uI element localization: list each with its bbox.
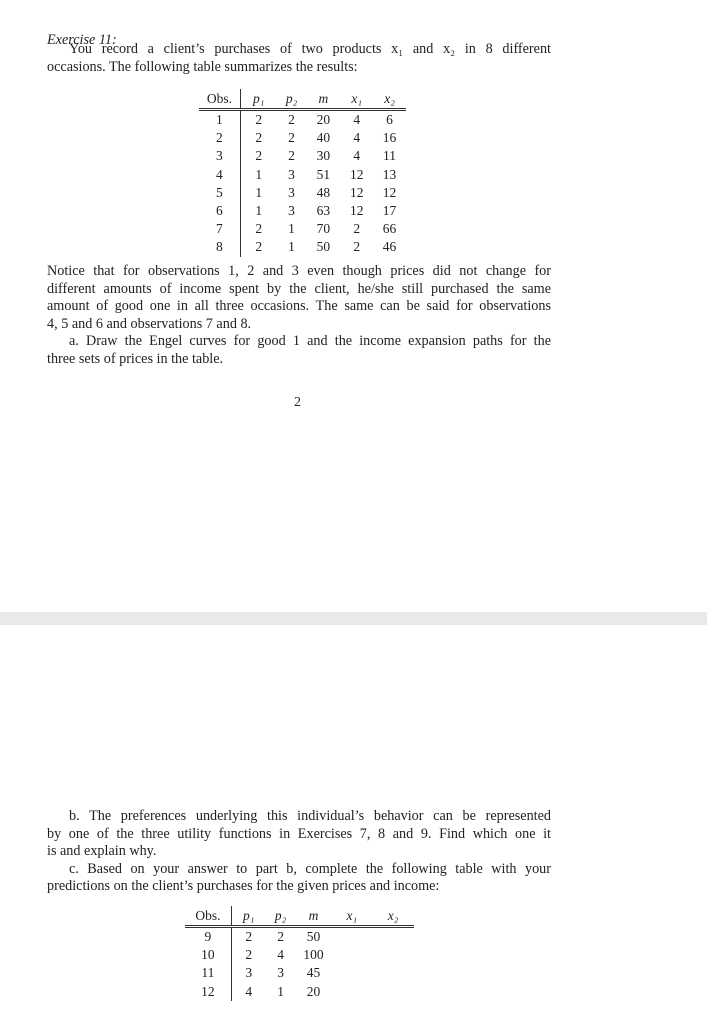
table-cell: 12: [185, 983, 231, 1001]
table-cell: 13: [382, 166, 397, 182]
table-row: [199, 202, 406, 220]
table-cell: 16: [382, 130, 397, 146]
table-cell: 51: [316, 166, 331, 182]
table-cell: 1: [255, 203, 263, 219]
table-cell: [372, 927, 414, 947]
column-header: m: [308, 907, 319, 923]
table-cell: 1: [255, 184, 263, 200]
table-cell: 50: [306, 929, 321, 945]
table-cell: 1: [288, 221, 295, 237]
table-row: [199, 166, 406, 184]
notice-line: different amounts of income spent by the client, he/she still purchased the same: [47, 281, 551, 297]
column-header: Obs.: [199, 89, 240, 110]
table-cell: 45: [306, 965, 321, 981]
table-cell: 2: [245, 929, 253, 945]
table-row: [199, 129, 406, 147]
exercise-title: Exercise 11:: [47, 32, 117, 48]
table-cell: 100: [303, 947, 324, 963]
table-cell: 2: [245, 947, 253, 963]
column-header: x₂: [384, 90, 395, 106]
table-cell: 2: [277, 929, 284, 945]
table-cell: 3: [199, 147, 240, 165]
page-separator: [0, 612, 707, 625]
table-cell: 10: [185, 946, 231, 964]
table-cell: 70: [316, 221, 331, 237]
table-cell: 12: [349, 184, 364, 200]
table-cell: 4: [277, 947, 284, 963]
table-cell: 11: [185, 964, 231, 982]
table-cell: 66: [382, 221, 397, 237]
table-row: [185, 983, 414, 1001]
table-row: [199, 147, 406, 165]
part-a-line: three sets of prices in the table.: [47, 351, 224, 367]
table-cell: 12: [349, 203, 364, 219]
table-cell: 2: [255, 221, 263, 237]
table-cell: 6: [199, 202, 240, 220]
table-cell: 2: [199, 129, 240, 147]
table-cell: 2: [288, 112, 295, 128]
table-row: [185, 927, 414, 947]
part-b-line: b. The preferences underlying this individual’s behavior can be represented: [69, 808, 551, 824]
observations-table: [199, 89, 406, 257]
part-c-line: predictions on the client’s purchases for the given prices and income:: [47, 878, 440, 894]
page-number: 2: [294, 395, 301, 410]
table-cell: 3: [288, 203, 295, 219]
column-header: p₁: [243, 907, 255, 923]
column-header: x₁: [346, 907, 358, 923]
table-cell: 4: [199, 166, 240, 184]
table-cell: 3: [288, 184, 295, 200]
column-header: x₂: [387, 907, 399, 923]
table-cell: [372, 946, 414, 964]
table-row: [199, 184, 406, 202]
notice-line: Notice that for observations 1, 2 and 3 even though prices did not change for: [47, 263, 551, 279]
table-cell: [331, 927, 372, 947]
table-cell: 2: [353, 221, 361, 237]
table-row: [185, 964, 414, 982]
table-cell: 4: [353, 112, 361, 128]
column-header: m: [318, 90, 329, 106]
table-cell: 12: [382, 184, 397, 200]
column-header: p₂: [274, 907, 287, 923]
table-cell: 1: [277, 983, 284, 999]
table-cell: 46: [382, 239, 397, 255]
table-header-row: [199, 89, 406, 110]
table-cell: 12: [349, 166, 364, 182]
column-header: x₁: [351, 90, 363, 106]
intro-line: You record a client’s purchases of two products x₁ and x₂ in 8 different: [69, 41, 551, 57]
part-c-line: c. Based on your answer to part b, complete the following table with your: [69, 861, 551, 877]
table-cell: 2: [255, 130, 263, 146]
table-cell: 1: [288, 239, 295, 255]
table-cell: 40: [316, 130, 331, 146]
table-cell: 1: [199, 110, 240, 130]
table-cell: 3: [277, 965, 284, 981]
column-header: Obs.: [185, 906, 231, 927]
table-cell: 2: [288, 148, 295, 164]
table-cell: [331, 983, 372, 1001]
table-cell: 2: [288, 130, 295, 146]
table-cell: 2: [255, 239, 263, 255]
table-cell: 9: [185, 927, 231, 947]
table-cell: 5: [199, 184, 240, 202]
column-header: p₂: [285, 90, 298, 106]
table-cell: [372, 983, 414, 1001]
table-cell: 7: [199, 220, 240, 238]
table-cell: 11: [383, 148, 397, 164]
table-cell: 2: [353, 239, 361, 255]
table-cell: 20: [316, 112, 331, 128]
intro-line: occasions. The following table summarizes the results:: [47, 59, 358, 75]
table-cell: 2: [255, 112, 263, 128]
table-row: [185, 946, 414, 964]
table-cell: 50: [316, 239, 331, 255]
table-cell: 6: [386, 112, 393, 128]
table-cell: [372, 964, 414, 982]
table-row: [199, 220, 406, 238]
notice-line: amount of good one in all three occasions. The same can be said for observations: [47, 298, 551, 314]
table-cell: 17: [382, 203, 397, 219]
table-cell: 8: [199, 238, 240, 256]
table-cell: 48: [316, 184, 331, 200]
column-header: p₁: [253, 90, 265, 106]
notice-line: 4, 5 and 6 and observations 7 and 8.: [47, 316, 252, 332]
part-a-line: a. Draw the Engel curves for good 1 and the income expansion paths for the: [69, 333, 551, 349]
table-cell: 63: [316, 203, 331, 219]
part-b-line: by one of the three utility functions in Exercises 7, 8 and 9. Find which one it: [47, 826, 551, 842]
table-cell: 30: [316, 148, 331, 164]
table-cell: 4: [353, 148, 361, 164]
table-cell: 3: [288, 166, 295, 182]
part-b-line: is and explain why.: [47, 843, 157, 859]
table-cell: 4: [353, 130, 361, 146]
predictions-table: [185, 906, 414, 1001]
table-cell: [331, 946, 372, 964]
table-row: [199, 110, 406, 130]
table-cell: [331, 964, 372, 982]
table-cell: 20: [306, 983, 321, 999]
table-cell: 4: [245, 983, 253, 999]
table-cell: 1: [255, 166, 263, 182]
table-cell: 2: [255, 148, 263, 164]
table-cell: 3: [245, 965, 253, 981]
table-header-row: [185, 906, 414, 927]
table-row: [199, 238, 406, 256]
